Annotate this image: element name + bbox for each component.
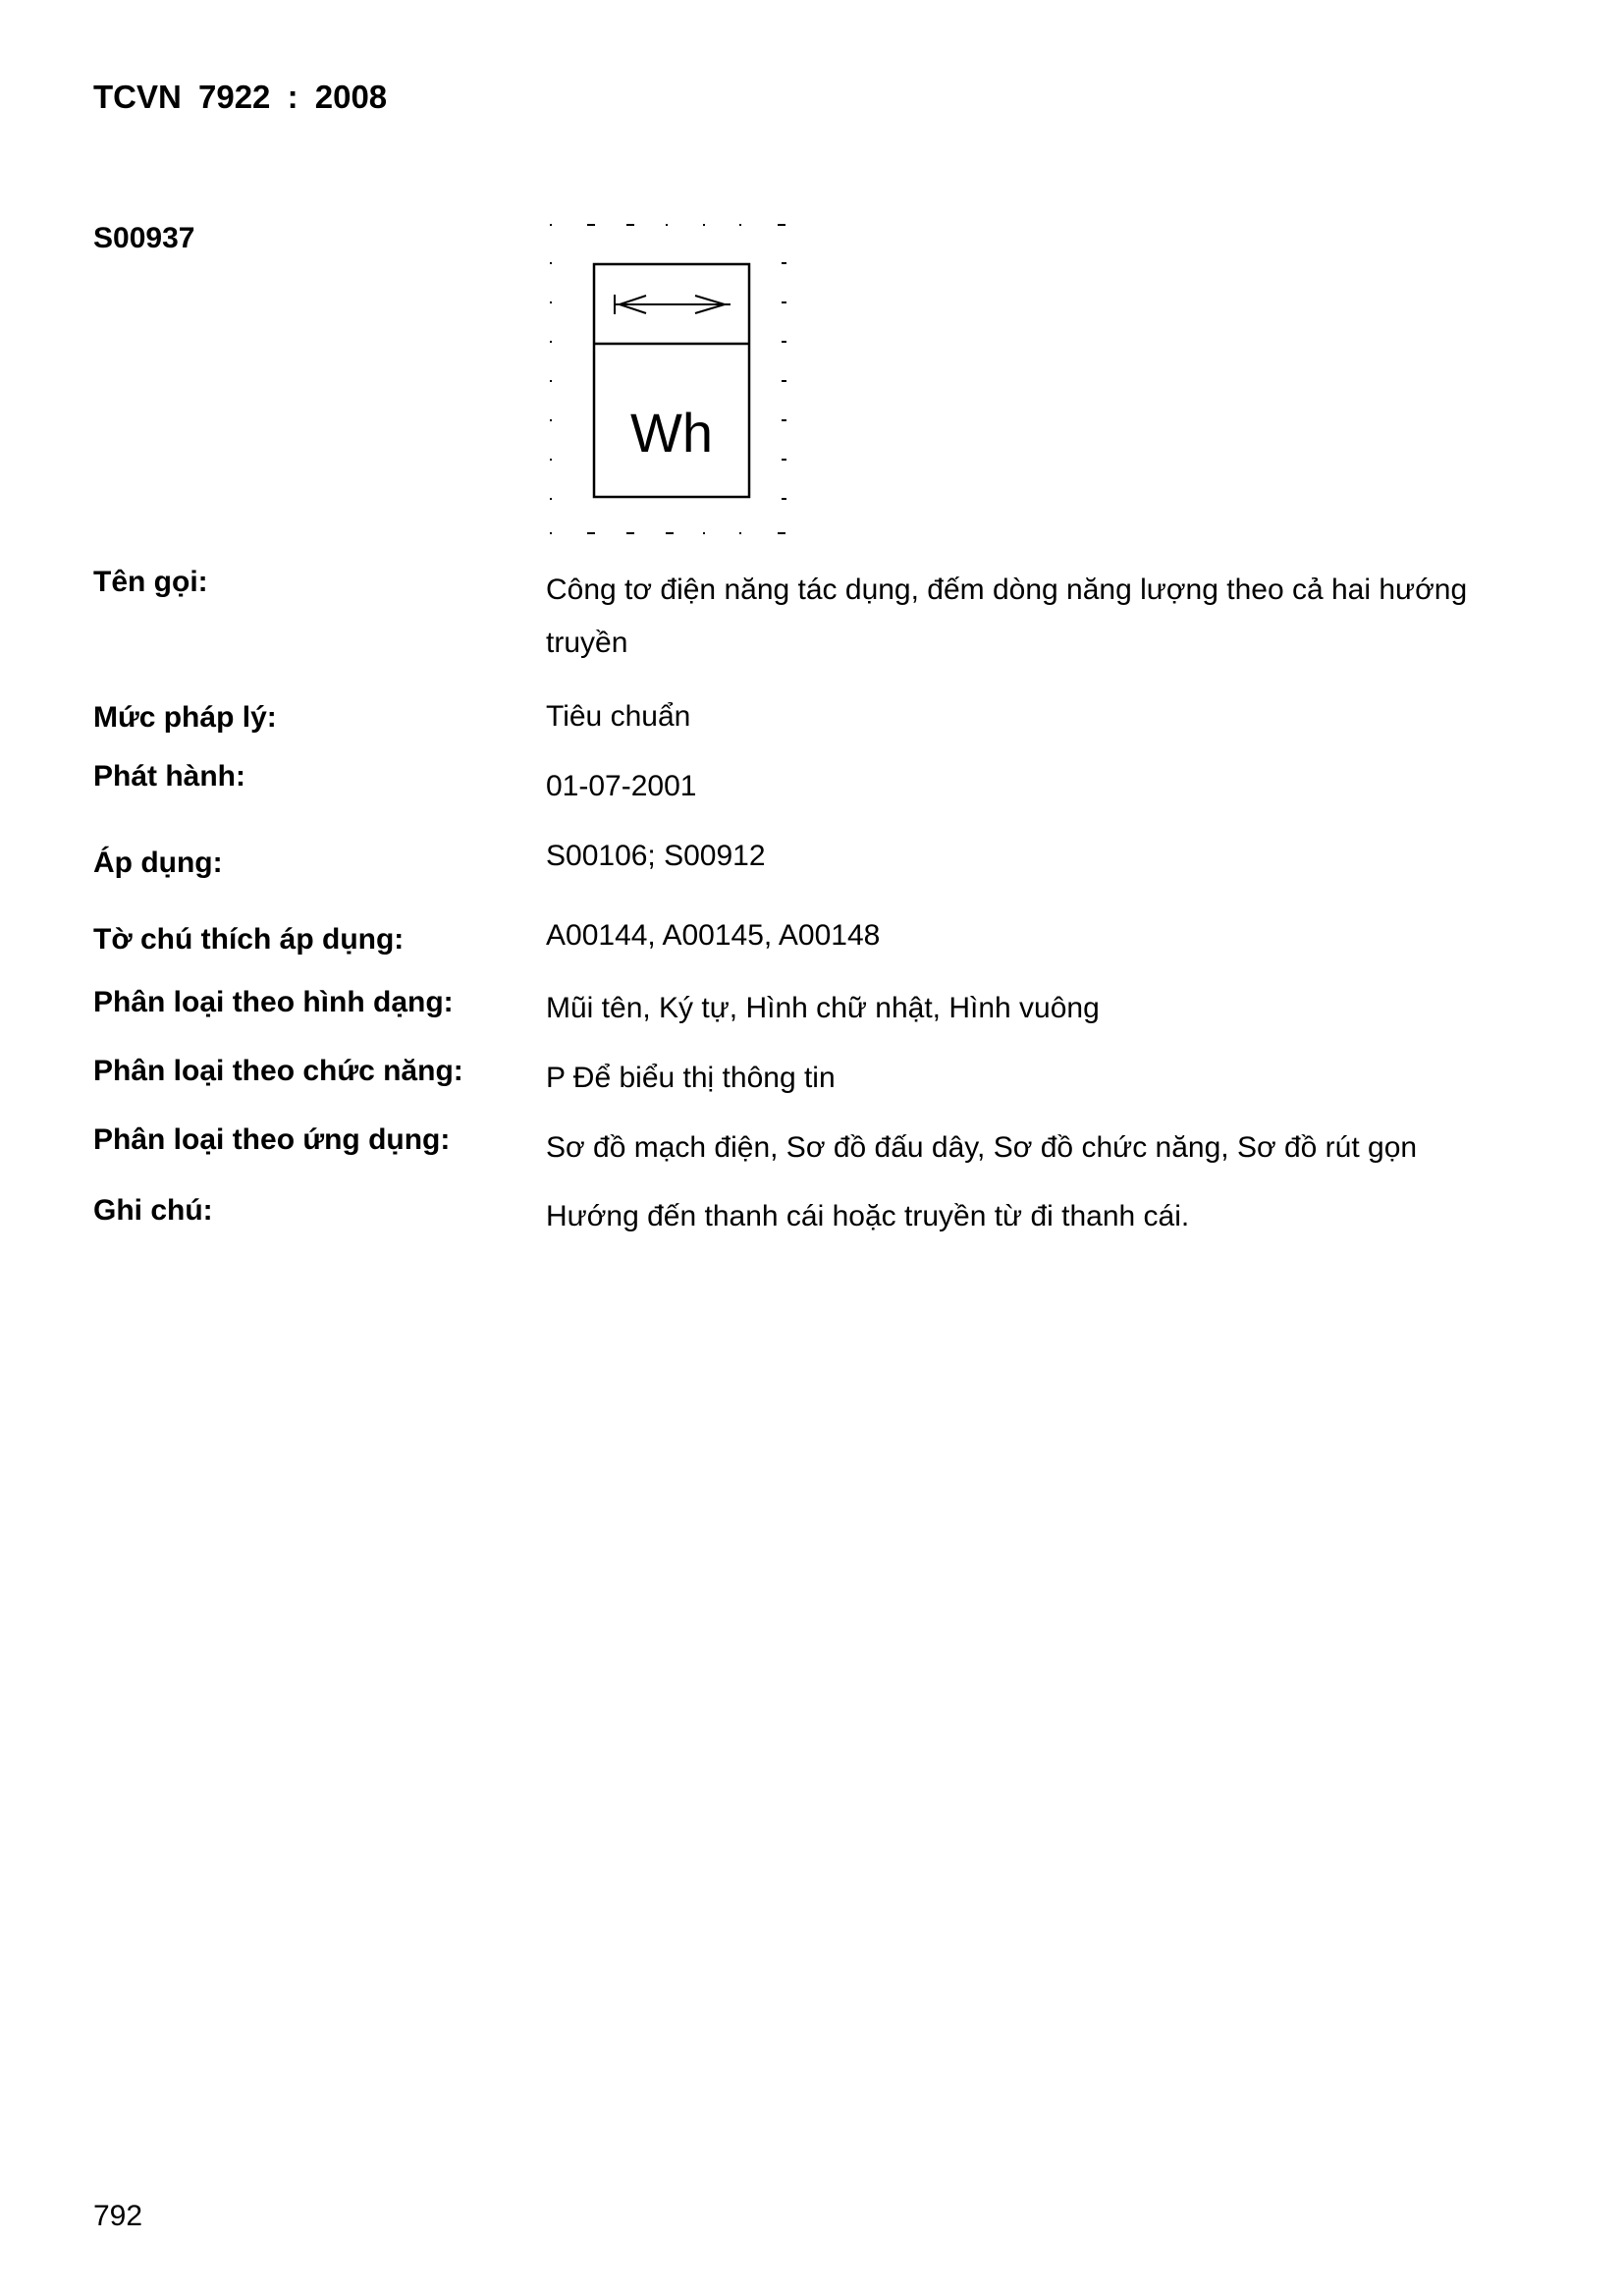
value-applies: S00106; S00912: [546, 840, 766, 872]
value-legal-level: Tiêu chuẩn: [546, 700, 691, 733]
label-legal-level: Mức pháp lý:: [93, 701, 277, 734]
label-applies: Áp dụng:: [93, 847, 223, 879]
label-issued: Phát hành:: [93, 760, 245, 793]
label-shape-class: Phân loại theo hình dạng:: [93, 986, 454, 1018]
value-issued: 01-07-2001: [546, 770, 697, 802]
label-annotation-sheets: Tờ chú thích áp dụng:: [93, 923, 405, 956]
bidirectional-arrow-icon: [615, 295, 731, 314]
value-note: Hướng đến thanh cái hoặc truyền từ đi thanh cái.: [546, 1200, 1190, 1232]
label-note: Ghi chú:: [93, 1194, 213, 1227]
value-shape-class: Mũi tên, Ký tự, Hình chữ nhật, Hình vuông: [546, 992, 1100, 1024]
watt-hour-meter-symbol: [538, 218, 813, 542]
value-name: Công tơ điện năng tác dụng, đếm dòng năng lượng theo cả hai hướng truyền: [546, 574, 1468, 659]
label-name: Tên gọi:: [93, 566, 208, 598]
page-number: 792: [93, 2200, 143, 2232]
value-function-class: P Để biểu thị thông tin: [546, 1062, 836, 1094]
label-function-class: Phân loại theo chức năng:: [93, 1055, 463, 1087]
value-annotation-sheets: A00144, A00145, A00148: [546, 919, 881, 952]
value-application-class: Sơ đồ mạch điện, Sơ đồ đấu dây, Sơ đồ chức năng, Sơ đồ rút gọn: [546, 1131, 1418, 1164]
standard-header: TCVN 7922 : 2008: [93, 79, 388, 115]
symbol-code: S00937: [93, 222, 195, 254]
meter-unit-label: Wh: [630, 402, 713, 464]
label-application-class: Phân loại theo ứng dụng:: [93, 1123, 451, 1156]
